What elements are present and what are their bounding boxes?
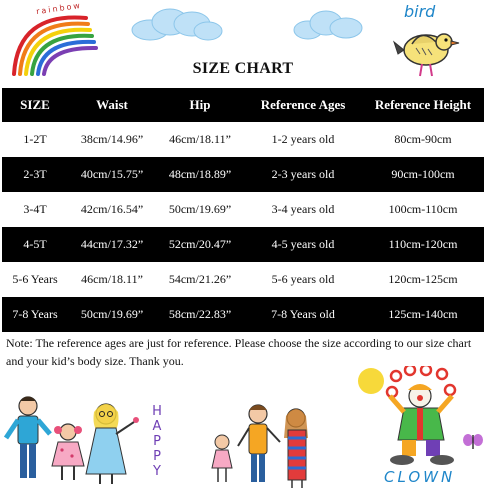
clown-label: CLOWN	[384, 468, 456, 486]
clown-drawing	[384, 366, 470, 470]
column-header-hip: Hip	[156, 88, 244, 122]
age-cell: 7-8 Years old	[244, 297, 362, 332]
waist-cell: 42cm/16.54”	[68, 192, 156, 227]
waist-cell: 44cm/17.32”	[68, 227, 156, 262]
size-cell: 7-8 Years	[2, 297, 68, 332]
age-cell: 2-3 years old	[244, 157, 362, 192]
happy-label: HAPPY	[152, 404, 162, 479]
hip-cell: 58cm/22.83”	[156, 297, 244, 332]
hip-cell: 48cm/18.89”	[156, 157, 244, 192]
page-title: SIZE CHART	[192, 60, 294, 77]
table-row	[2, 227, 484, 262]
age-cell: 3-4 years old	[244, 192, 362, 227]
waist-cell: 38cm/14.96”	[68, 122, 156, 157]
size-cell: 3-4T	[2, 192, 68, 227]
age-cell: 5-6 years old	[244, 262, 362, 297]
height-cell: 120cm-125cm	[362, 262, 484, 297]
table-row	[2, 122, 484, 157]
waist-cell: 46cm/18.11”	[68, 262, 156, 297]
butterfly-icon	[462, 432, 484, 452]
age-cell: 4-5 years old	[244, 227, 362, 262]
table-row	[2, 262, 484, 297]
table-row	[2, 157, 484, 192]
waist-cell: 40cm/15.75”	[68, 157, 156, 192]
table-row	[2, 297, 484, 332]
hip-cell: 52cm/20.47”	[156, 227, 244, 262]
waist-cell: 50cm/19.69”	[68, 297, 156, 332]
size-cell: 4-5T	[2, 227, 68, 262]
size-note: Note: The reference ages are just for reference. Please choose the size according to our size chart and your kid’s body size. Thank you.	[6, 336, 472, 368]
table-row	[2, 192, 484, 227]
bird-label: bird	[404, 2, 436, 21]
hip-cell: 50cm/19.69”	[156, 192, 244, 227]
height-cell: 125cm-140cm	[362, 297, 484, 332]
height-cell: 100cm-110cm	[362, 192, 484, 227]
cloud-left	[128, 6, 224, 42]
size-chart-table	[2, 88, 484, 332]
hip-cell: 46cm/18.11”	[156, 122, 244, 157]
sun-drawing	[356, 366, 386, 396]
column-header-waist: Waist	[68, 88, 156, 122]
rainbow-label: rainbow	[35, 0, 83, 17]
size-cell: 1-2T	[2, 122, 68, 157]
cloud-right	[292, 8, 366, 42]
height-cell: 110cm-120cm	[362, 227, 484, 262]
family-drawing	[2, 392, 144, 486]
age-cell: 1-2 years old	[244, 122, 362, 157]
kids-drawing	[208, 402, 328, 488]
hip-cell: 54cm/21.26”	[156, 262, 244, 297]
table-header-row	[2, 88, 484, 122]
size-cell: 2-3T	[2, 157, 68, 192]
height-cell: 90cm-100cm	[362, 157, 484, 192]
column-header-reference-ages: Reference Ages	[244, 88, 362, 122]
column-header-size: SIZE	[2, 88, 68, 122]
height-cell: 80cm-90cm	[362, 122, 484, 157]
size-cell: 5-6 Years	[2, 262, 68, 297]
column-header-reference-height: Reference Height	[362, 88, 484, 122]
